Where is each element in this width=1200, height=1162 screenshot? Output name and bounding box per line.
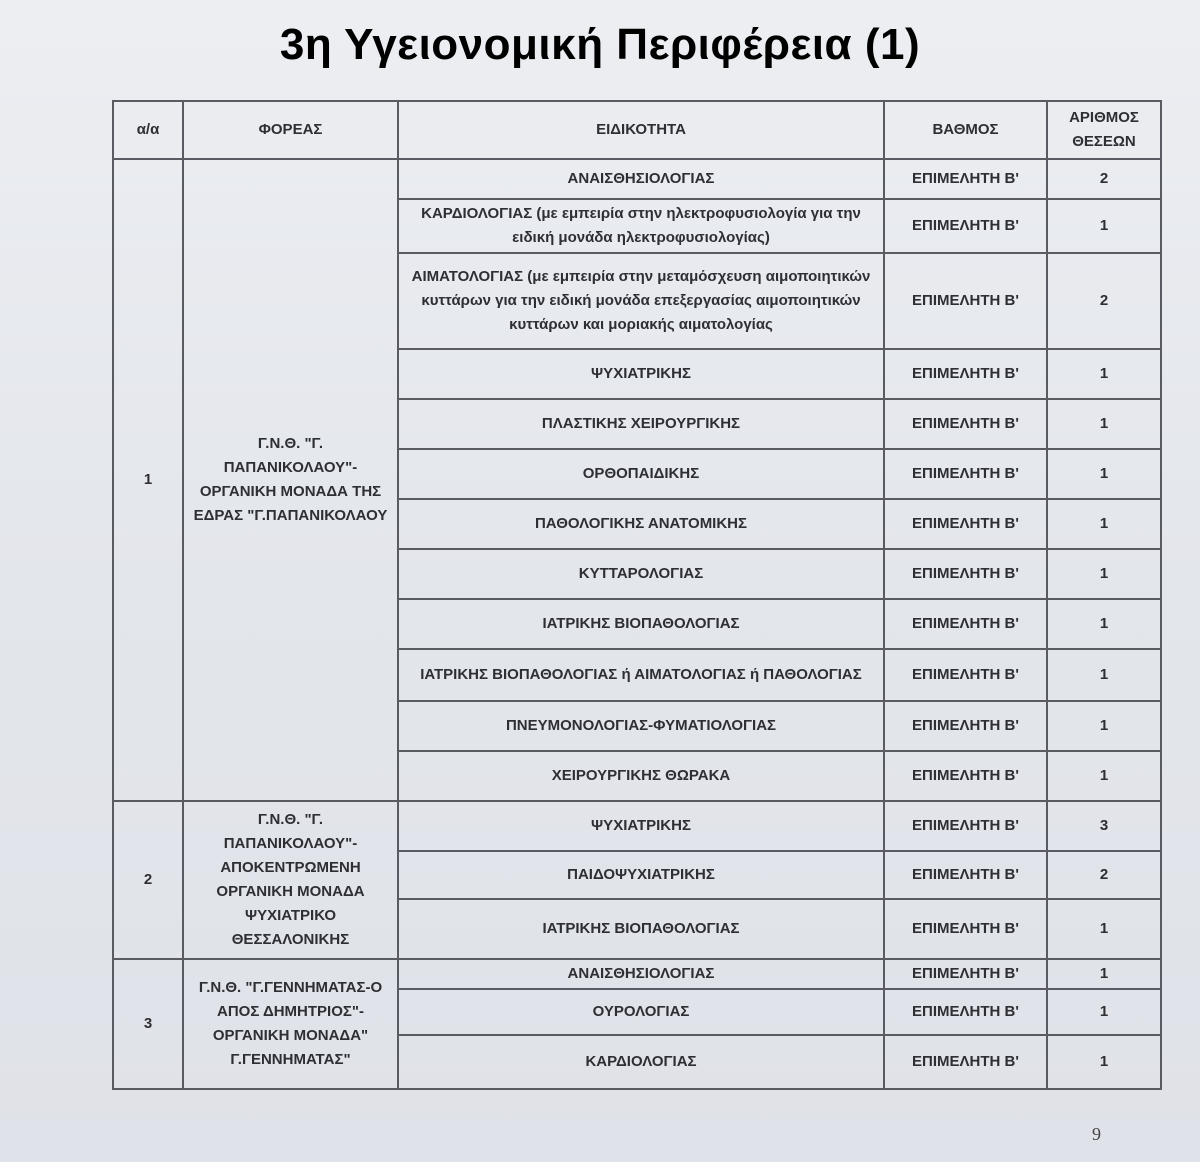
cell-eidikotita: ΟΥΡΟΛΟΓΙΑΣ [398,989,884,1035]
page-number: 9 [1092,1124,1101,1144]
cell-vathmos: ΕΠΙΜΕΛΗΤΗ Β' [884,801,1047,851]
cell-aa: 3 [113,959,183,1089]
cell-vathmos: ΕΠΙΜΕΛΗΤΗ Β' [884,253,1047,349]
cell-eidikotita: ΑΝΑΙΣΘΗΣΙΟΛΟΓΙΑΣ [398,959,884,989]
cell-arithmos: 1 [1047,499,1161,549]
header-arithmos: ΑΡΙΘΜΟΣ ΘΕΣΕΩΝ [1047,101,1161,159]
cell-aa: 1 [113,159,183,801]
cell-vathmos: ΕΠΙΜΕΛΗΤΗ Β' [884,349,1047,399]
cell-vathmos: ΕΠΙΜΕΛΗΤΗ Β' [884,851,1047,899]
cell-vathmos: ΕΠΙΜΕΛΗΤΗ Β' [884,899,1047,959]
cell-arithmos: 1 [1047,449,1161,499]
cell-vathmos: ΕΠΙΜΕΛΗΤΗ Β' [884,549,1047,599]
cell-arithmos: 1 [1047,959,1161,989]
cell-arithmos: 1 [1047,349,1161,399]
cell-vathmos: ΕΠΙΜΕΛΗΤΗ Β' [884,599,1047,649]
cell-foreas: Γ.Ν.Θ. "Γ. ΠΑΠΑΝΙΚΟΛΑΟΥ"-ΟΡΓΑΝΙΚΗ ΜΟΝΑΔΑ ΤΗΣ ΕΔΡΑΣ "Γ.ΠΑΠΑΝΙΚΟΛΑΟΥ [183,159,398,801]
cell-arithmos: 1 [1047,549,1161,599]
cell-arithmos: 2 [1047,159,1161,199]
cell-vathmos: ΕΠΙΜΕΛΗΤΗ Β' [884,701,1047,751]
cell-vathmos: ΕΠΙΜΕΛΗΤΗ Β' [884,751,1047,801]
cell-arithmos: 1 [1047,701,1161,751]
cell-aa: 2 [113,801,183,959]
cell-eidikotita: ΑΝΑΙΣΘΗΣΙΟΛΟΓΙΑΣ [398,159,884,199]
header-eidikotita: ΕΙΔΙΚΟΤΗΤΑ [398,101,884,159]
cell-arithmos: 1 [1047,599,1161,649]
cell-arithmos: 1 [1047,989,1161,1035]
cell-eidikotita: ΨΥΧΙΑΤΡΙΚΗΣ [398,801,884,851]
header-row [113,101,1161,159]
header-foreas: ΦΟΡΕΑΣ [183,101,398,159]
cell-arithmos: 1 [1047,1035,1161,1089]
table-row [113,959,1161,989]
page-title: 3η Υγειονομική Περιφέρεια (1) [279,20,921,69]
cell-arithmos: 1 [1047,399,1161,449]
cell-arithmos: 1 [1047,649,1161,701]
cell-eidikotita: ΠΑΘΟΛΟΓΙΚΗΣ ΑΝΑΤΟΜΙΚΗΣ [398,499,884,549]
cell-arithmos: 1 [1047,199,1161,253]
cell-eidikotita: ΠΛΑΣΤΙΚΗΣ ΧΕΙΡΟΥΡΓΙΚΗΣ [398,399,884,449]
cell-arithmos: 1 [1047,751,1161,801]
cell-eidikotita: ΚΥΤΤΑΡΟΛΟΓΙΑΣ [398,549,884,599]
cell-vathmos: ΕΠΙΜΕΛΗΤΗ Β' [884,1035,1047,1089]
cell-arithmos: 1 [1047,899,1161,959]
cell-arithmos: 2 [1047,851,1161,899]
cell-eidikotita: ΚΑΡΔΙΟΛΟΓΙΑΣ [398,1035,884,1089]
cell-eidikotita: ΧΕΙΡΟΥΡΓΙΚΗΣ ΘΩΡΑΚΑ [398,751,884,801]
cell-vathmos: ΕΠΙΜΕΛΗΤΗ Β' [884,989,1047,1035]
positions-table [112,100,1162,1090]
table-body [113,159,1161,1089]
cell-vathmos: ΕΠΙΜΕΛΗΤΗ Β' [884,499,1047,549]
cell-vathmos: ΕΠΙΜΕΛΗΤΗ Β' [884,959,1047,989]
header-vathmos: ΒΑΘΜΟΣ [884,101,1047,159]
cell-foreas: Γ.Ν.Θ. "Γ.ΓΕΝΝΗΜΑΤΑΣ-Ο ΑΠΟΣ ΔΗΜΗΤΡΙΟΣ"-ΟΡΓΑΝΙΚΗ ΜΟΝΑΔΑ" Γ.ΓΕΝΝΗΜΑΤΑΣ" [183,959,398,1089]
cell-eidikotita: ΚΑΡΔΙΟΛΟΓΙΑΣ (με εμπειρία στην ηλεκτροφυσιολογία για την ειδική μονάδα ηλεκτροφυσιολογίας) [398,199,884,253]
table-row [113,801,1161,851]
cell-vathmos: ΕΠΙΜΕΛΗΤΗ Β' [884,199,1047,253]
cell-vathmos: ΕΠΙΜΕΛΗΤΗ Β' [884,649,1047,701]
cell-vathmos: ΕΠΙΜΕΛΗΤΗ Β' [884,449,1047,499]
cell-foreas: Γ.Ν.Θ. "Γ. ΠΑΠΑΝΙΚΟΛΑΟΥ"-ΑΠΟΚΕΝΤΡΩΜΕΝΗ ΟΡΓΑΝΙΚΗ ΜΟΝΑΔΑ ΨΥΧΙΑΤΡΙΚΟ ΘΕΣΣΑΛΟΝΙΚΗΣ [183,801,398,959]
cell-eidikotita: ΙΑΤΡΙΚΗΣ ΒΙΟΠΑΘΟΛΟΓΙΑΣ ή ΑΙΜΑΤΟΛΟΓΙΑΣ ή ΠΑΘΟΛΟΓΙΑΣ [398,649,884,701]
cell-arithmos: 3 [1047,801,1161,851]
cell-arithmos: 2 [1047,253,1161,349]
cell-eidikotita: ΠΝΕΥΜΟΝΟΛΟΓΙΑΣ-ΦΥΜΑΤΙΟΛΟΓΙΑΣ [398,701,884,751]
cell-eidikotita: ΙΑΤΡΙΚΗΣ ΒΙΟΠΑΘΟΛΟΓΙΑΣ [398,599,884,649]
cell-eidikotita: ΠΑΙΔΟΨΥΧΙΑΤΡΙΚΗΣ [398,851,884,899]
table-row [113,159,1161,199]
cell-vathmos: ΕΠΙΜΕΛΗΤΗ Β' [884,399,1047,449]
cell-eidikotita: ΨΥΧΙΑΤΡΙΚΗΣ [398,349,884,399]
header-aa: α/α [113,101,183,159]
table-header [113,101,1161,159]
cell-vathmos: ΕΠΙΜΕΛΗΤΗ Β' [884,159,1047,199]
cell-eidikotita: ΑΙΜΑΤΟΛΟΓΙΑΣ (με εμπειρία στην μεταμόσχευση αιμοποιητικών κυττάρων για την ειδική μονάδα επεξεργασίας αιμοποιητικών κυττάρων και μοριακής αιματολογίας [398,253,884,349]
cell-eidikotita: ΙΑΤΡΙΚΗΣ ΒΙΟΠΑΘΟΛΟΓΙΑΣ [398,899,884,959]
cell-eidikotita: ΟΡΘΟΠΑΙΔΙΚΗΣ [398,449,884,499]
